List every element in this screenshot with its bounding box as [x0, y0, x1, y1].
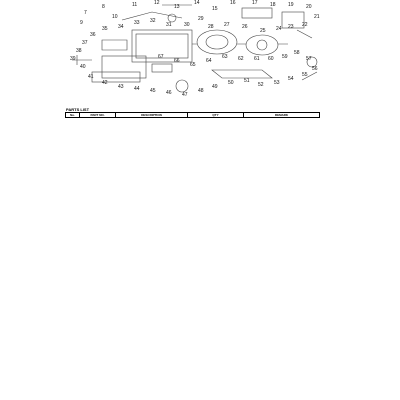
callout-number: 53 [274, 80, 280, 86]
header-remark: REMARK [244, 113, 320, 118]
callout-number: 25 [260, 28, 266, 34]
callout-number: 66 [174, 58, 180, 64]
callout-number: 61 [254, 56, 260, 62]
header-description: DESCRIPTION [116, 113, 188, 118]
callout-number: 27 [224, 22, 230, 28]
callout-number: 44 [134, 86, 140, 92]
callout-number: 13 [174, 4, 180, 10]
callout-number: 38 [76, 48, 82, 54]
callout-number: 51 [244, 78, 250, 84]
side-bracket [102, 40, 127, 50]
part-number-callouts [70, 0, 320, 98]
callout-number: 31 [166, 22, 172, 28]
parts-table-header [66, 113, 320, 118]
base-plate [92, 72, 140, 82]
callout-number: 60 [268, 56, 274, 62]
callout-number: 21 [314, 14, 320, 20]
callout-number: 30 [184, 22, 190, 28]
callout-number: 14 [194, 0, 200, 6]
upper-knob [168, 14, 176, 22]
callout-number: 20 [306, 4, 312, 10]
callout-number: 29 [198, 16, 204, 22]
motor-body [197, 30, 237, 54]
callout-number: 10 [112, 14, 118, 20]
callout-number: 42 [102, 80, 108, 86]
exploded-parts-diagram [62, 0, 319, 106]
callout-number: 8 [102, 4, 105, 10]
callout-number: 22 [302, 22, 308, 28]
callout-number: 57 [306, 56, 312, 62]
callout-number: 12 [154, 0, 160, 6]
callout-number: 18 [270, 2, 276, 8]
top-bracket [242, 8, 272, 18]
header-no: No. [66, 113, 80, 118]
callout-number: 39 [70, 56, 76, 62]
callout-number: 52 [258, 82, 264, 88]
callout-number: 55 [302, 72, 308, 78]
callout-number: 47 [182, 92, 188, 98]
exploded-view-drawing [62, 0, 319, 106]
lower-tray [212, 70, 272, 78]
callout-number: 63 [222, 54, 228, 60]
callout-number: 50 [228, 80, 234, 86]
callout-number: 16 [230, 0, 236, 6]
callout-number: 64 [206, 58, 212, 64]
parts-list-title: PARTS LIST [66, 107, 90, 112]
header-quantity: QTY [188, 113, 244, 118]
callout-number: 9 [80, 20, 83, 26]
callout-number: 23 [288, 24, 294, 30]
gear-housing [246, 35, 278, 55]
callout-number: 36 [90, 32, 96, 38]
callout-number: 48 [198, 88, 204, 94]
callout-number: 33 [134, 20, 140, 26]
callout-number: 37 [82, 40, 88, 46]
gear-hub [257, 40, 267, 50]
callout-number: 49 [212, 84, 218, 90]
callout-number: 45 [150, 88, 156, 94]
callout-number: 11 [132, 2, 138, 8]
callout-number: 7 [84, 10, 87, 16]
callout-number: 54 [288, 76, 294, 82]
callout-number: 15 [212, 6, 218, 12]
mount-block [152, 64, 172, 72]
callout-number: 43 [118, 84, 124, 90]
callout-number: 32 [150, 18, 156, 24]
callout-number: 65 [190, 62, 196, 68]
callout-number: 19 [288, 2, 294, 8]
machine-assembly-drawing [72, 5, 317, 92]
callout-number: 58 [294, 50, 300, 56]
callout-number: 67 [158, 54, 164, 60]
callout-number: 24 [276, 26, 282, 32]
callout-number: 41 [88, 74, 94, 80]
callout-number: 62 [238, 56, 244, 62]
callout-number: 34 [118, 24, 124, 30]
callout-number: 28 [208, 24, 214, 30]
lower-wheel [176, 80, 188, 92]
callout-number: 26 [242, 24, 248, 30]
callout-number: 56 [312, 66, 318, 72]
callout-number: 46 [166, 90, 172, 96]
parts-list-table [65, 112, 320, 118]
callout-number: 35 [102, 26, 108, 32]
callout-number: 17 [252, 0, 258, 6]
base-block [102, 56, 146, 78]
callout-number: 59 [282, 54, 288, 60]
header-part-number: PART NO. [80, 113, 116, 118]
motor-core [206, 35, 228, 49]
callout-number: 40 [80, 64, 86, 70]
